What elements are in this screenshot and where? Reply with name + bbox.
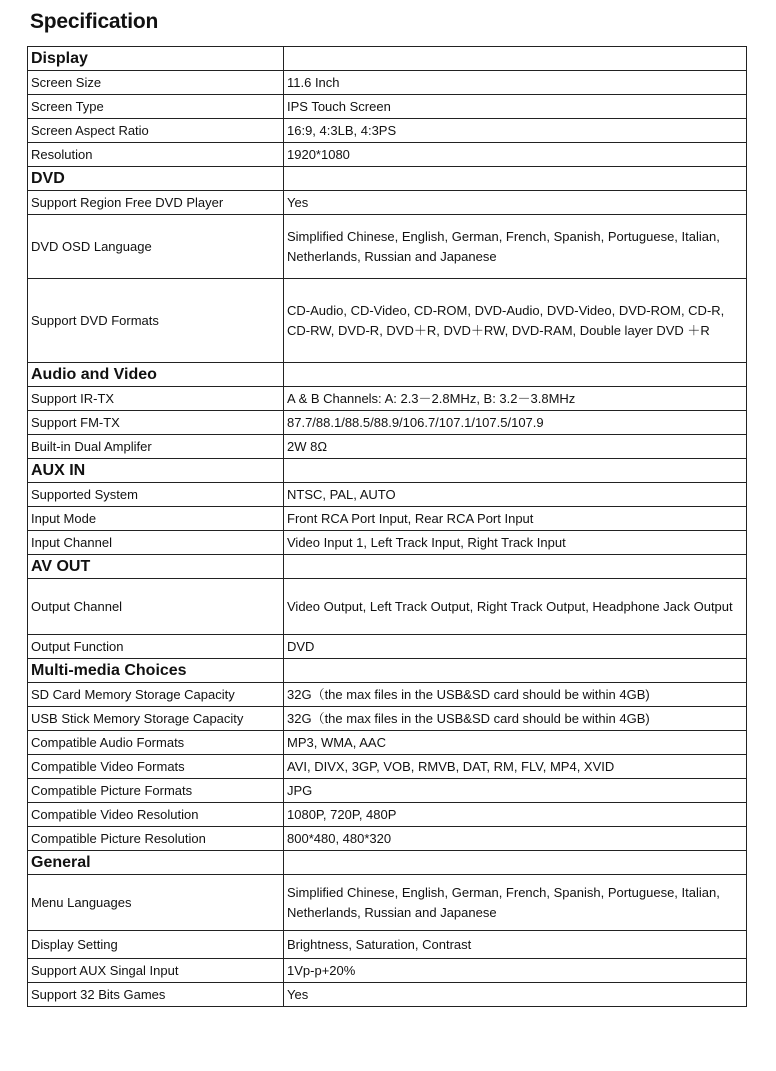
row-label: Compatible Video Resolution: [28, 803, 284, 827]
row-label: Input Mode: [28, 507, 284, 531]
row-label: Compatible Video Formats: [28, 755, 284, 779]
row-label: Built-in Dual Amplifer: [28, 435, 284, 459]
row-value: 16:9, 4:3LB, 4:3PS: [284, 119, 747, 143]
row-label: Output Channel: [28, 579, 284, 635]
table-row: [28, 931, 747, 959]
section-header-av-out: [28, 555, 747, 579]
table-row: [28, 435, 747, 459]
table-row: [28, 579, 747, 635]
row-value: 2W 8Ω: [284, 435, 747, 459]
row-value: Yes: [284, 983, 747, 1007]
row-value: 87.7/88.1/88.5/88.9/106.7/107.1/107.5/107.9: [284, 411, 747, 435]
row-value: DVD: [284, 635, 747, 659]
row-value: 1920*1080: [284, 143, 747, 167]
section-empty-cell: [284, 851, 747, 875]
row-label: Compatible Audio Formats: [28, 731, 284, 755]
section-title: General: [28, 851, 284, 875]
row-label: Compatible Picture Formats: [28, 779, 284, 803]
row-value: 800*480, 480*320: [284, 827, 747, 851]
row-value: 32G（the max files in the USB&SD card should be within 4GB): [284, 707, 747, 731]
row-value: A & B Channels: A: 2.3－2.8MHz, B: 3.2－3.8MHz: [284, 387, 747, 411]
row-label: Screen Type: [28, 95, 284, 119]
table-row: [28, 119, 747, 143]
table-row: [28, 707, 747, 731]
row-value: 1Vp-p+20%: [284, 959, 747, 983]
row-label: Resolution: [28, 143, 284, 167]
section-title: AUX IN: [28, 459, 284, 483]
row-value: Brightness, Saturation, Contrast: [284, 931, 747, 959]
section-header-multimedia: [28, 659, 747, 683]
row-value: Front RCA Port Input, Rear RCA Port Input: [284, 507, 747, 531]
section-header-aux-in: [28, 459, 747, 483]
row-value: Simplified Chinese, English, German, French, Spanish, Portuguese, Italian, Netherlands, Russian and Japanese: [284, 215, 747, 279]
table-row: [28, 71, 747, 95]
table-row: [28, 191, 747, 215]
row-value: Video Input 1, Left Track Input, Right Track Input: [284, 531, 747, 555]
row-value: CD-Audio, CD-Video, CD-ROM, DVD-Audio, DVD-Video, DVD-ROM, CD-R, CD-RW, DVD-R, DVD＋R, DVD＋RW, DVD-RAM, Double layer DVD ＋R: [284, 279, 747, 363]
row-value: Yes: [284, 191, 747, 215]
row-label: Support IR-TX: [28, 387, 284, 411]
table-row: [28, 507, 747, 531]
section-header-audio-video: [28, 363, 747, 387]
table-row: [28, 279, 747, 363]
row-value: IPS Touch Screen: [284, 95, 747, 119]
row-label: Support 32 Bits Games: [28, 983, 284, 1007]
section-empty-cell: [284, 167, 747, 191]
table-row: [28, 803, 747, 827]
section-title: AV OUT: [28, 555, 284, 579]
table-row: [28, 827, 747, 851]
row-label: Input Channel: [28, 531, 284, 555]
table-row: [28, 959, 747, 983]
row-label: DVD OSD Language: [28, 215, 284, 279]
table-row: [28, 683, 747, 707]
section-empty-cell: [284, 363, 747, 387]
table-row: [28, 731, 747, 755]
row-label: Compatible Picture Resolution: [28, 827, 284, 851]
section-title: Audio and Video: [28, 363, 284, 387]
row-label: Support Region Free DVD Player: [28, 191, 284, 215]
table-row: [28, 483, 747, 507]
section-header-dvd: [28, 167, 747, 191]
spec-table: [27, 46, 747, 1007]
section-empty-cell: [284, 555, 747, 579]
row-label: Screen Size: [28, 71, 284, 95]
table-row: [28, 215, 747, 279]
row-value: 11.6 Inch: [284, 71, 747, 95]
table-row: [28, 875, 747, 931]
row-label: Support FM-TX: [28, 411, 284, 435]
table-row: [28, 635, 747, 659]
row-label: SD Card Memory Storage Capacity: [28, 683, 284, 707]
table-row: [28, 531, 747, 555]
section-empty-cell: [284, 659, 747, 683]
table-row: [28, 387, 747, 411]
row-value: Video Output, Left Track Output, Right Track Output, Headphone Jack Output: [284, 579, 747, 635]
row-label: Screen Aspect Ratio: [28, 119, 284, 143]
row-value: 32G（the max files in the USB&SD card should be within 4GB): [284, 683, 747, 707]
table-row: [28, 143, 747, 167]
section-header-display: [28, 47, 747, 71]
section-title: Display: [28, 47, 284, 71]
row-label: Display Setting: [28, 931, 284, 959]
section-empty-cell: [284, 459, 747, 483]
section-empty-cell: [284, 47, 747, 71]
row-label: Supported System: [28, 483, 284, 507]
section-header-general: [28, 851, 747, 875]
row-label: Menu Languages: [28, 875, 284, 931]
row-value: 1080P, 720P, 480P: [284, 803, 747, 827]
table-row: [28, 779, 747, 803]
row-label: USB Stick Memory Storage Capacity: [28, 707, 284, 731]
page-title: Specification: [30, 10, 159, 33]
section-title: DVD: [28, 167, 284, 191]
table-row: [28, 411, 747, 435]
row-value: MP3, WMA, AAC: [284, 731, 747, 755]
table-row: [28, 755, 747, 779]
row-value: JPG: [284, 779, 747, 803]
row-value: AVI, DIVX, 3GP, VOB, RMVB, DAT, RM, FLV, MP4, XVID: [284, 755, 747, 779]
table-row: [28, 95, 747, 119]
table-row: [28, 983, 747, 1007]
row-label: Support AUX Singal Input: [28, 959, 284, 983]
row-value: NTSC, PAL, AUTO: [284, 483, 747, 507]
row-value: Simplified Chinese, English, German, French, Spanish, Portuguese, Italian, Netherlands, Russian and Japanese: [284, 875, 747, 931]
section-title: Multi-media Choices: [28, 659, 284, 683]
row-label: Support DVD Formats: [28, 279, 284, 363]
row-label: Output Function: [28, 635, 284, 659]
